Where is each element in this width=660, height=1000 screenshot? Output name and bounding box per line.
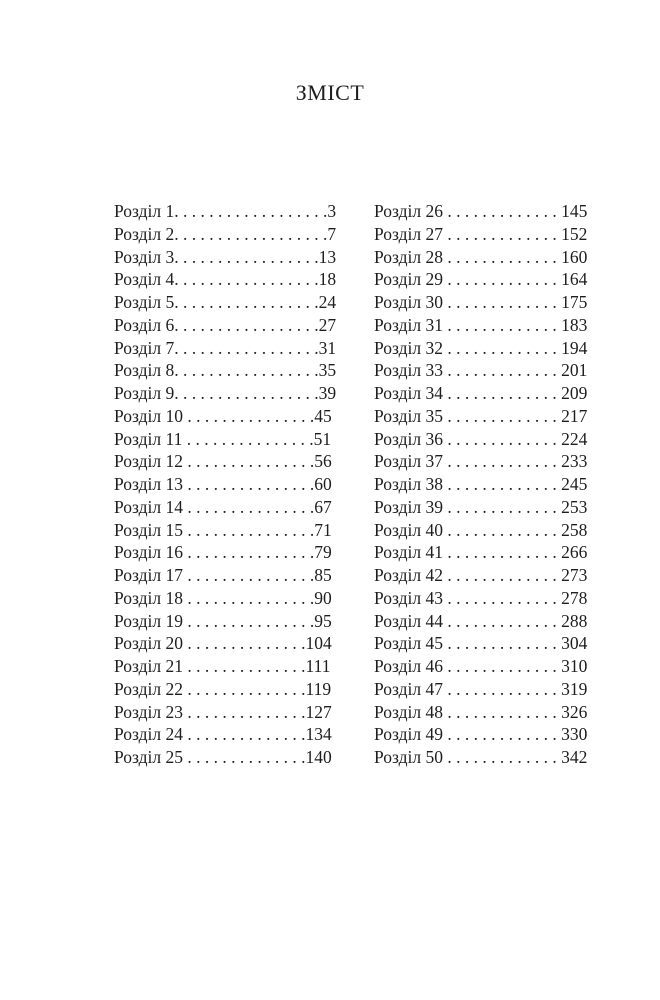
toc-entry[interactable]: Розділ 45 . . . . . . . . . . . . . 304 [374,633,588,654]
toc-entry[interactable]: Розділ 48 . . . . . . . . . . . . . 326 [374,701,588,722]
toc-entry[interactable]: Розділ 35 . . . . . . . . . . . . . 217 [374,405,588,426]
toc-entry[interactable]: Розділ 9. . . . . . . . . . . . . . . . .39 [114,383,337,403]
toc-entry[interactable]: Розділ 15 . . . . . . . . . . . . . . .71 [114,519,332,540]
toc-entry[interactable]: Розділ 5. . . . . . . . . . . . . . . . .24 [114,292,337,312]
toc-entry[interactable]: Розділ 25 . . . . . . . . . . . . . .140 [114,747,332,767]
toc-entry[interactable]: Розділ 38 . . . . . . . . . . . . . 245 [374,474,588,494]
toc-entry[interactable]: Розділ 36 . . . . . . . . . . . . . 224 [374,428,588,449]
toc-entry[interactable]: Розділ 7. . . . . . . . . . . . . . . . .31 [114,337,337,358]
toc-entry[interactable]: Розділ 1. . . . . . . . . . . . . . . . . .3 [114,201,337,221]
toc-entry[interactable]: Розділ 41 . . . . . . . . . . . . . 266 [374,542,588,563]
toc-entry[interactable]: Розділ 3. . . . . . . . . . . . . . . . .13 [114,246,337,267]
toc-entry[interactable]: Розділ 39 . . . . . . . . . . . . . 253 [374,496,588,517]
toc-entry[interactable]: Розділ 13 . . . . . . . . . . . . . . .60 [114,474,332,494]
toc-entry[interactable]: Розділ 49 . . . . . . . . . . . . . 330 [374,724,588,745]
toc-entry[interactable]: Розділ 50 . . . . . . . . . . . . . 342 [374,747,588,767]
toc-entry[interactable]: Розділ 10 . . . . . . . . . . . . . . .45 [114,405,332,426]
toc-entry[interactable]: Розділ 33 . . . . . . . . . . . . . 201 [374,360,588,381]
toc-entry[interactable]: Розділ 8. . . . . . . . . . . . . . . . .35 [114,360,337,381]
toc-entry[interactable]: Розділ 14 . . . . . . . . . . . . . . .67 [114,496,332,517]
toc-entry[interactable]: Розділ 21 . . . . . . . . . . . . . .111 [114,656,331,676]
toc-entry[interactable]: Розділ 30 . . . . . . . . . . . . . 175 [374,292,588,312]
toc-entry[interactable]: Розділ 28 . . . . . . . . . . . . . 160 [374,246,588,267]
toc-entry[interactable]: Розділ 27 . . . . . . . . . . . . . 152 [374,223,588,244]
toc-entry[interactable]: Розділ 16 . . . . . . . . . . . . . . .79 [114,542,332,563]
toc-entry[interactable]: Розділ 31 . . . . . . . . . . . . . 183 [374,314,588,335]
toc-entry[interactable]: Розділ 42 . . . . . . . . . . . . . 273 [374,565,588,585]
toc-entry[interactable]: Розділ 18 . . . . . . . . . . . . . . .90 [114,587,332,608]
toc-column-right [374,200,598,769]
toc-entry[interactable]: Розділ 6. . . . . . . . . . . . . . . . .27 [114,314,337,335]
toc-entry[interactable]: Розділ 19 . . . . . . . . . . . . . . .95 [114,610,332,631]
toc-entry[interactable]: Розділ 40 . . . . . . . . . . . . . 258 [374,519,588,540]
toc-entry[interactable]: Розділ 32 . . . . . . . . . . . . . 194 [374,337,588,358]
toc-entry[interactable]: Розділ 20 . . . . . . . . . . . . . .104 [114,633,332,654]
toc-entry[interactable]: Розділ 12 . . . . . . . . . . . . . . .56 [114,451,332,472]
toc-entry[interactable]: Розділ 4. . . . . . . . . . . . . . . . .18 [114,269,337,290]
toc-entry[interactable]: Розділ 34 . . . . . . . . . . . . . 209 [374,383,588,403]
toc-entry[interactable]: Розділ 22 . . . . . . . . . . . . . .119 [114,678,332,699]
toc-entry[interactable]: Розділ 47 . . . . . . . . . . . . . 319 [374,678,588,699]
toc-entry[interactable]: Розділ 44 . . . . . . . . . . . . . 288 [374,610,588,631]
toc-entry[interactable]: Розділ 17 . . . . . . . . . . . . . . .85 [114,565,332,585]
toc-entry[interactable]: Розділ 24 . . . . . . . . . . . . . .134 [114,724,332,745]
toc-entry[interactable]: Розділ 11 . . . . . . . . . . . . . . .51 [114,428,332,449]
toc-column-left [114,200,343,769]
toc-entry[interactable]: Розділ 43 . . . . . . . . . . . . . 278 [374,587,588,608]
toc-entry[interactable]: Розділ 29 . . . . . . . . . . . . . 164 [374,269,588,290]
toc-entry[interactable]: Розділ 37 . . . . . . . . . . . . . 233 [374,451,588,472]
toc-entry[interactable]: Розділ 46 . . . . . . . . . . . . . 310 [374,656,588,676]
toc-entry[interactable]: Розділ 26 . . . . . . . . . . . . . 145 [374,201,588,221]
toc-entry[interactable]: Розділ 2. . . . . . . . . . . . . . . . . .7 [114,223,337,244]
toc-entry[interactable]: Розділ 23 . . . . . . . . . . . . . .127 [114,701,332,722]
page-title: ЗМІСТ [295,80,365,105]
